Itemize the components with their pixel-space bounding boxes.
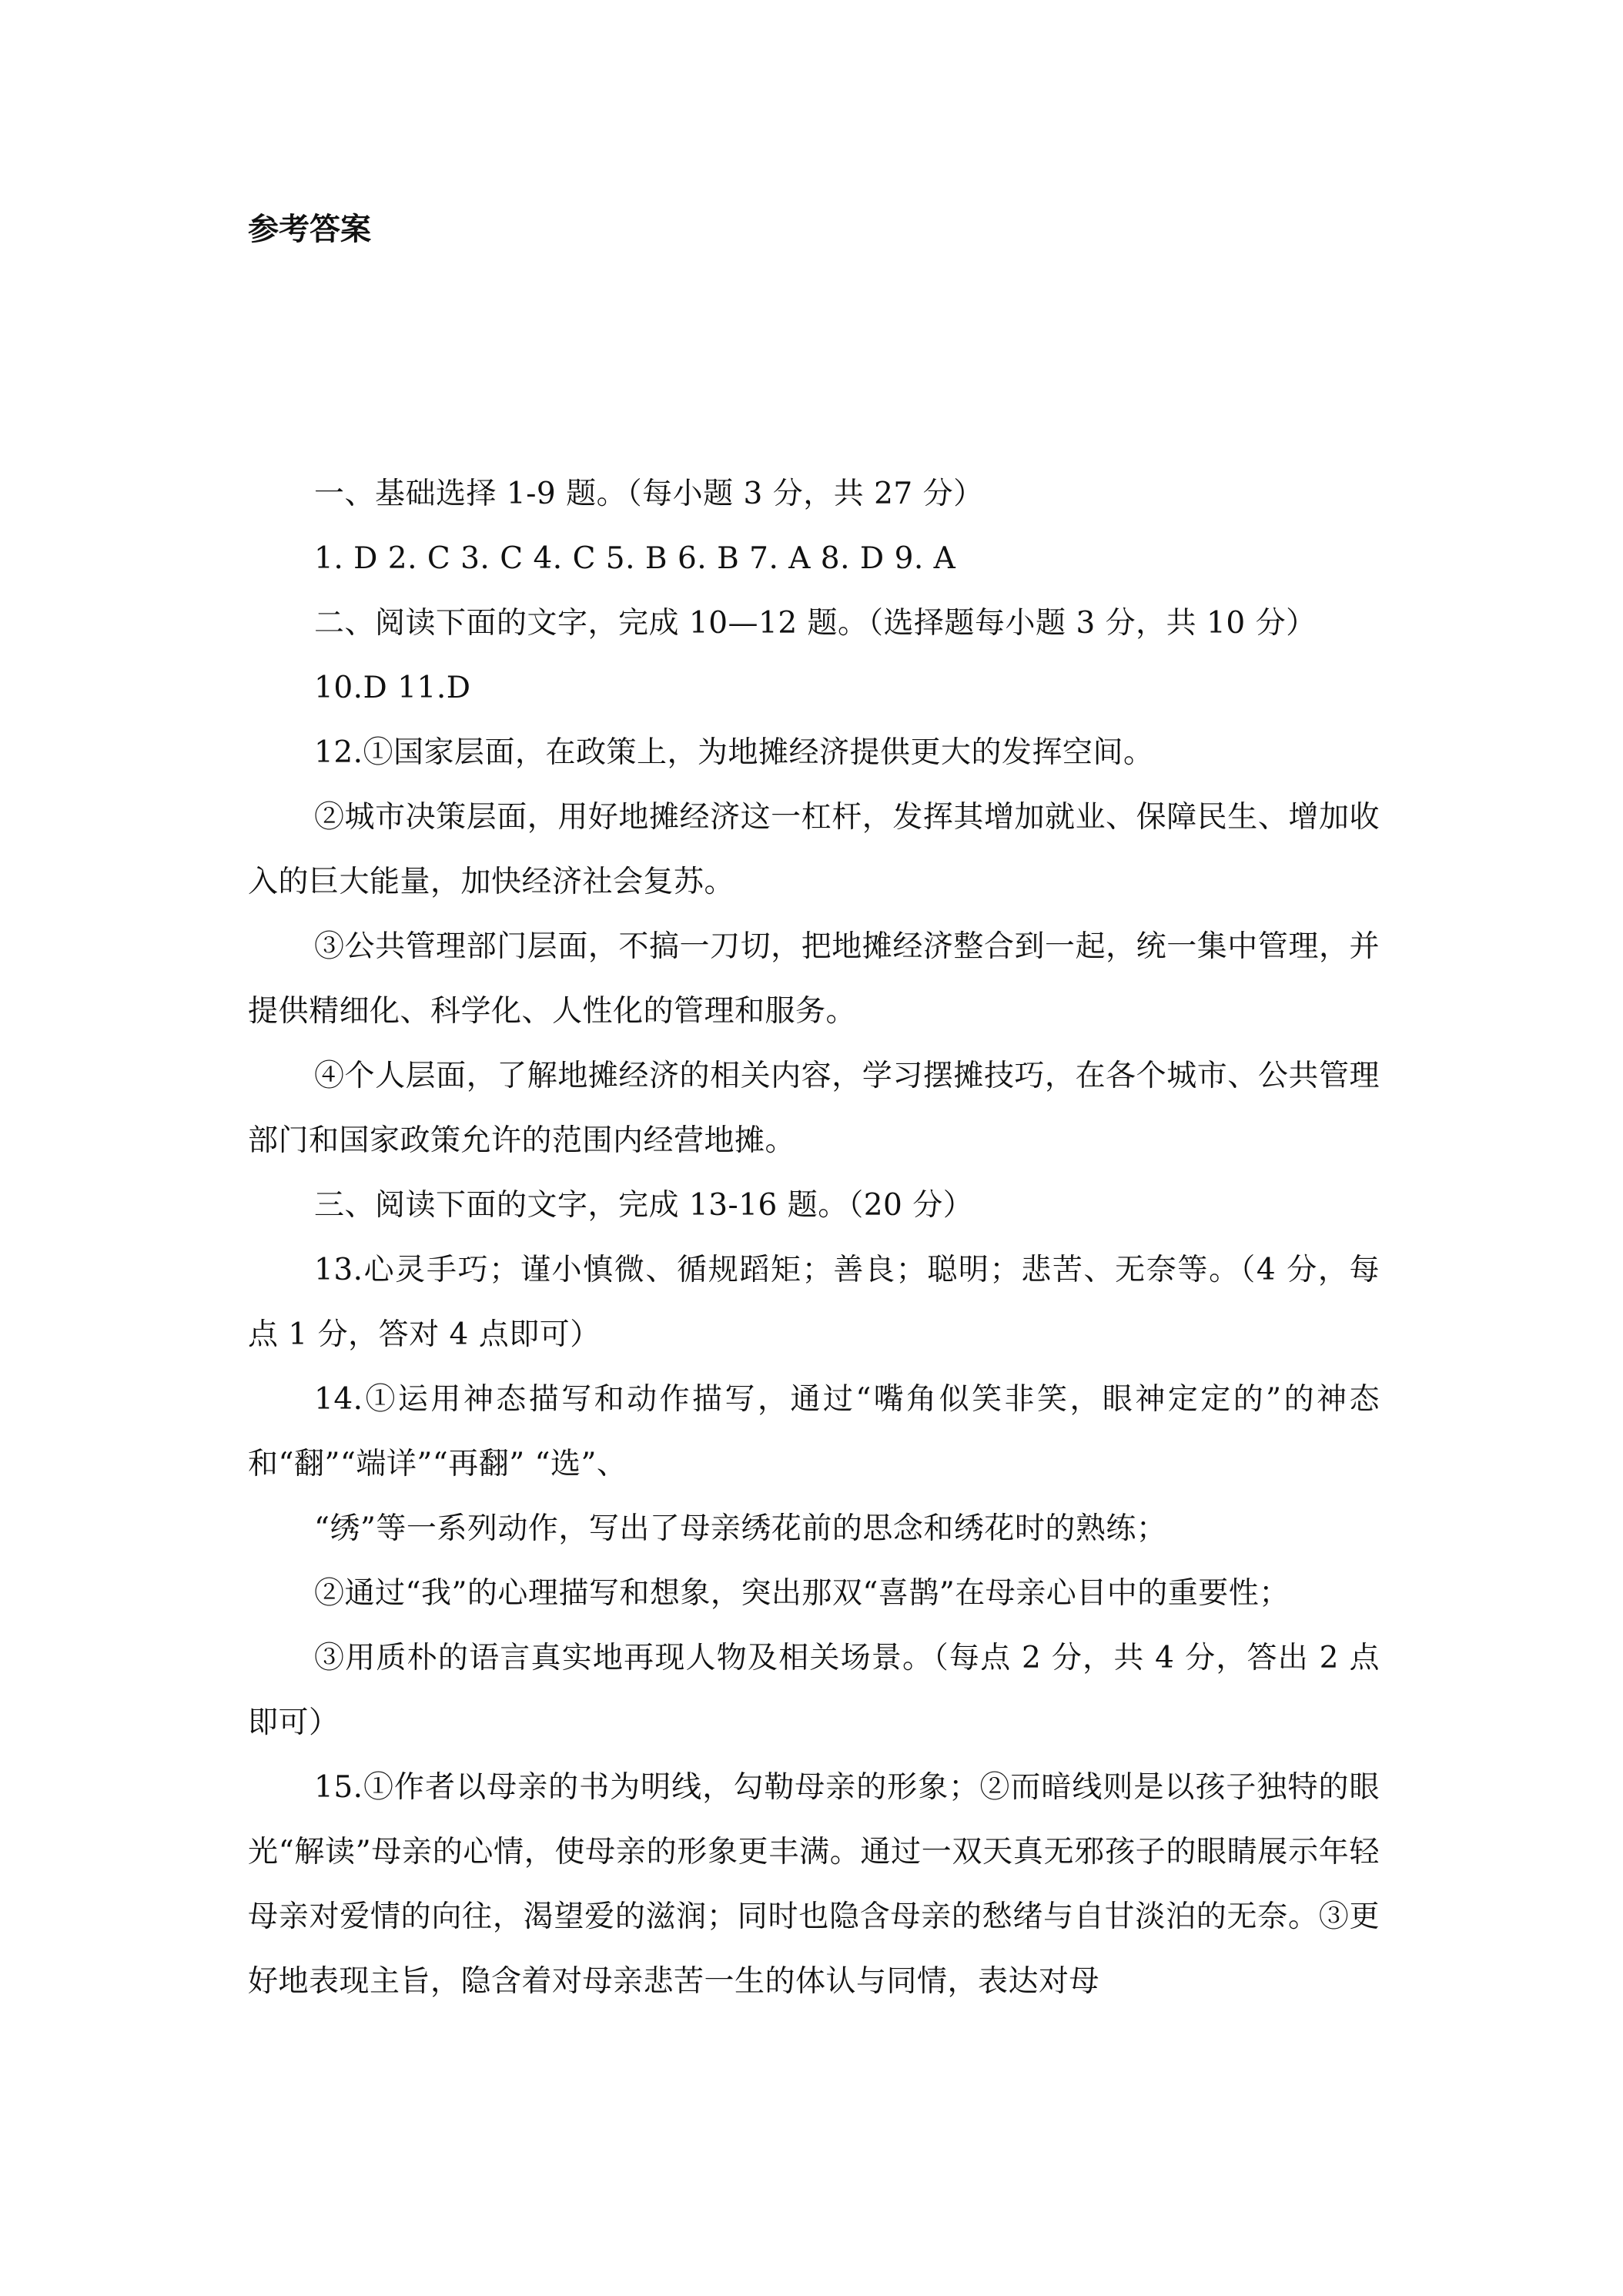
answer-14-point-2: ②通过“我”的心理描写和想象，突出那双“喜鹊”在母亲心目中的重要性； xyxy=(314,1576,1290,1611)
answer-12-point-4: ④个人层面，了解地摊经济的相关内容，学习摆摊技巧，在各个城市、公共管理部门和国家政策允许的范围内经营地摊。 xyxy=(248,1059,1380,1158)
answer-12-point-3: ③公共管理部门层面，不搞一刀切，把地摊经济整合到一起，统一集中管理，并提供精细化、科学化、人性化的管理和服务。 xyxy=(248,929,1380,1029)
answer-13: 13.心灵手巧；谨小慎微、循规蹈矩；善良；聪明；悲苦、无奈等。（4 分，每点 1 分，答对 4 点即可） xyxy=(248,1253,1380,1352)
section-heading-reading-10-12: 二、阅读下面的文字，完成 10—12 题。（选择题每小题 3 分，共 10 分） xyxy=(314,606,1317,641)
answer-content xyxy=(248,462,1380,2014)
answers-10-11: 10.D 11.D xyxy=(314,671,471,705)
section-heading-reading-13-16: 三、阅读下面的文字，完成 13-16 题。（20 分） xyxy=(314,1188,974,1223)
answer-14-point-1-continued: “绣”等一系列动作，写出了母亲绣花前的思念和绣花时的熟练； xyxy=(314,1511,1167,1546)
section-heading-basic-choice: 一、基础选择 1-9 题。（每小题 3 分，共 27 分） xyxy=(314,477,984,511)
answers-1-9: 1. D 2. C 3. C 4. C 5. B 6. B 7. A 8. D 9. A xyxy=(314,541,956,576)
page-title: 参考答案 xyxy=(248,212,371,247)
answer-14-point-3: ③用质朴的语言真实地再现人物及相关场景。（每点 2 分，共 4 分，答出 2 点即可） xyxy=(248,1641,1380,1740)
answer-14-point-1: 14.①运用神态描写和动作描写，通过“嘴角似笑非笑，眼神定定的”的神态和“翻”“端详”“再翻” “选”、 xyxy=(248,1382,1380,1481)
answer-12-point-2: ②城市决策层面，用好地摊经济这一杠杆，发挥其增加就业、保障民生、增加收入的巨大能量，加快经济社会复苏。 xyxy=(248,800,1380,899)
answer-12-point-1: 12.①国家层面，在政策上，为地摊经济提供更大的发挥空间。 xyxy=(314,735,1154,770)
answer-15: 15.①作者以母亲的书为明线，勾勒母亲的形象；②而暗线则是以孩子独特的眼光“解读”母亲的心情，使母亲的形象更丰满。通过一双天真无邪孩子的眼睛展示年轻母亲对爱情的向往，渴望爱的滋润；同时也隐含母亲的愁绪与自甘淡泊的无奈。③更好地表现主旨，隐含着对母亲悲苦一生的体认与同情，表达对母 xyxy=(248,1770,1380,1999)
